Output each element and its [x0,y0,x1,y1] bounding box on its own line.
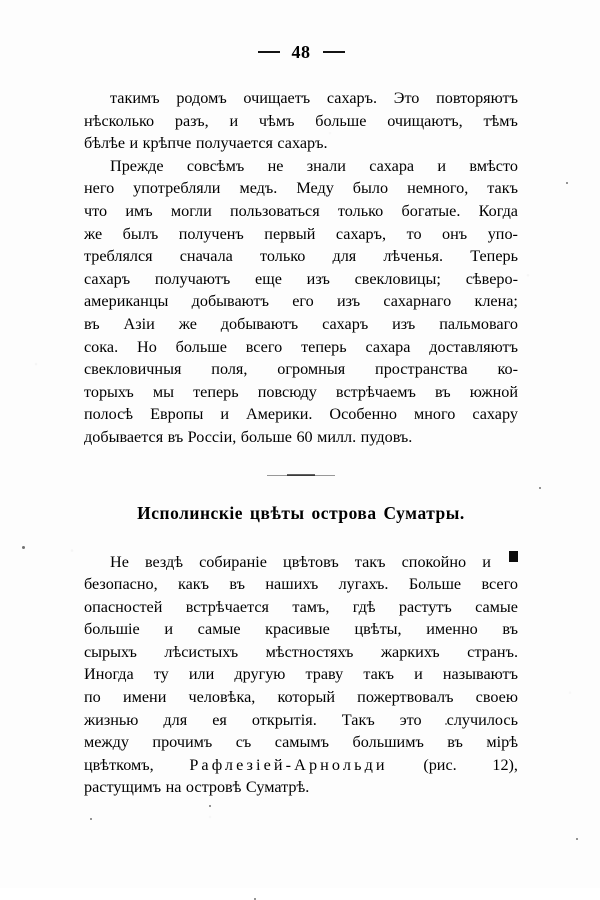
scan-speck [576,838,578,840]
text-line: такимъ родомъ очищаетъ сахаръ. Это повторяютъ [110,89,518,107]
scan-speck [566,182,568,184]
text-line: свекловичныя поля, огромныя пространства ко- [84,360,518,379]
section-heading-rafflesia: Исполинскiе цвѣты острова Суматры. [137,502,465,523]
text-line: добывается въ Россiи, больше 60 милл. пудовъ. [84,427,413,446]
section-divider-ornament [261,469,341,483]
page-content [84,0,518,799]
paragraph-sugar-history [84,155,518,449]
text-line: опасностей встрѣчается тамъ, гдѣ растутъ самые [84,597,518,616]
text-line: полосѣ Европы и Америки. Особенно много сахару [84,405,518,424]
text-line: въ Азiи же добываютъ сахаръ изъ пальмоваго [84,314,518,333]
text-line: сырыхъ лѣсистыхъ мѣстностяхъ жаркихъ странъ. [84,642,518,661]
text-line: сока. Но больше всего теперь сахара доставляютъ [84,337,518,356]
text-line: большiе и самые красивые цвѣты, именно въ [84,620,518,639]
folio-dash-right [323,51,345,53]
page-folio [84,42,518,63]
text-line: треблялся сначала только для лѣченья. Теперь [84,247,518,266]
text-line: сахаръ получаютъ еще изъ свекловицы; сѣверо- [84,269,518,288]
text-line-with-proper-name: цвѣткомъ, Рафлезiей-Арнольди (рис. 12), [84,755,518,774]
text-line: между прочимъ съ самымъ большимъ въ мiрѣ [84,733,518,752]
text-line: Иногда ту или другую траву такъ и называютъ [84,665,518,684]
text-line: по имени человѣка, который пожертвовалъ своею [84,688,518,707]
text-line: же былъ полученъ первый сахаръ, то онъ упо- [84,224,518,243]
paragraph-sugar-continued [84,87,518,155]
text-line: американцы добываютъ его изъ сахарнаго клена; [84,292,518,311]
folio-dash-left [258,51,280,53]
text-line: что имъ могли пользоваться только богатые. Когда [84,201,518,220]
scan-speck [539,487,541,489]
text-line: нѣсколько разъ, и чѣмъ больше очищаютъ, тѣмъ [84,111,518,130]
text-line: Не вездѣ собиранiе цвѣтовъ такъ спокойно и [84,551,518,574]
scan-speck [90,818,92,820]
text-line: растущимъ на островѣ Суматрѣ. [84,778,310,797]
scan-speck [22,546,25,549]
text-line: торыхъ мы теперь повсюду встрѣчаемъ въ южной [84,382,518,401]
text-line: Прежде совсѣмъ не знали сахара и вмѣсто [110,156,518,175]
paragraph-rafflesia-intro [84,551,518,800]
text-line: него употребляли медъ. Меду было немного, такъ [84,179,518,198]
text-line: жизнью для ея открытiя. Такъ это случилось [84,710,518,729]
scan-speck [209,805,211,807]
text-line: бѣлѣе и крѣпче получается сахаръ. [84,134,328,153]
text-line: безопасно, какъ въ нашихъ лугахъ. Больше всего [84,575,518,594]
ink-blot-artifact [509,551,518,562]
page-number: 48 [291,42,311,62]
spacer [84,525,518,551]
